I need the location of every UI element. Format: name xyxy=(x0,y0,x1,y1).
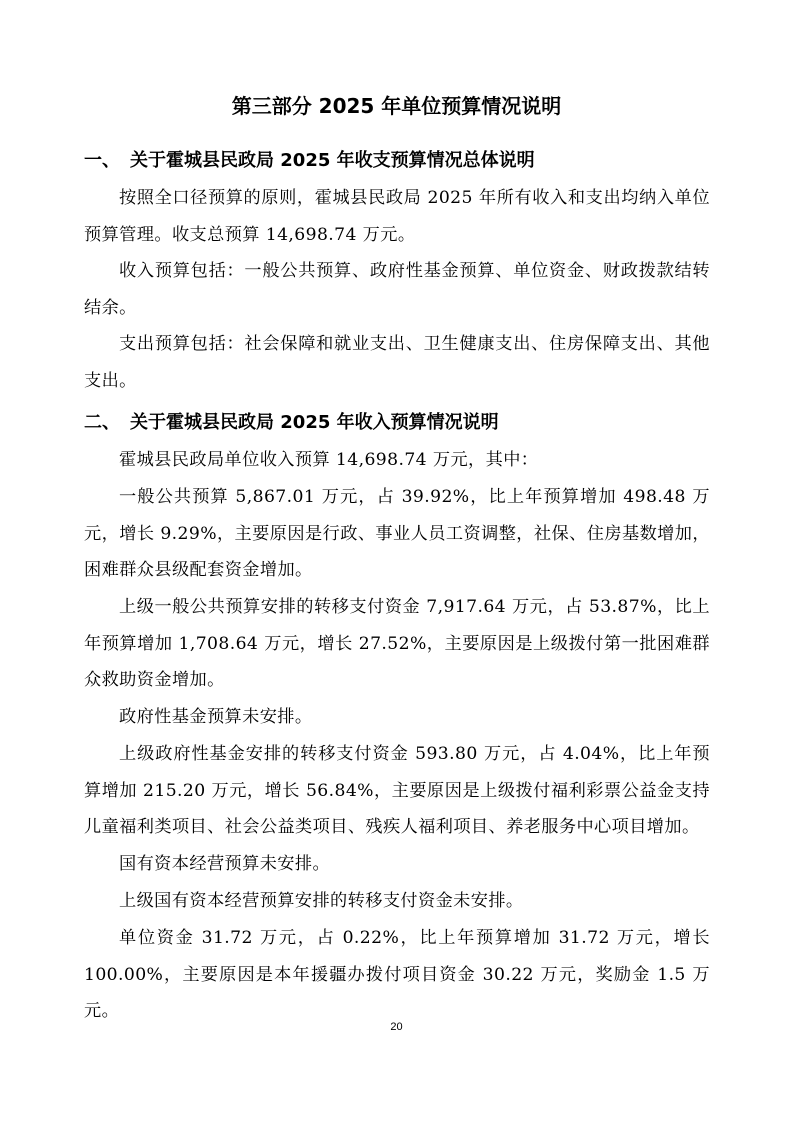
paragraph: 收入预算包括：一般公共预算、政府性基金预算、单位资金、财政拨款结转结余。 xyxy=(84,261,710,318)
section-1-heading-text: 关于霍城县民政局 2025 年收支预算情况总体说明 xyxy=(130,150,535,171)
paragraph: 国有资本经营预算未安排。 xyxy=(119,854,331,874)
paragraph: 上级政府性基金安排的转移支付资金 593.80 万元，占 4.04%，比上年预算增加 215.20 万元，增长 56.84%，主要原因是上级拨付福利彩票公益金支持儿童福利类项目、社会公益类项目、残疾人福利项目、养老服务中心项目增加。 xyxy=(84,744,710,838)
paragraph: 单位资金 31.72 万元，占 0.22%，比上年预算增加 31.72 万元，增长 100.00%，主要原因是本年援疆办拨付项目资金 30.22 万元，奖励金 1.5 万元。 xyxy=(84,928,710,1022)
section-2-heading xyxy=(84,410,724,436)
page-title: 第三部分 2025 年单位预算情况说明 xyxy=(231,94,562,118)
paragraph: 霍城县民政局单位收入预算 14,698.74 万元，其中： xyxy=(119,450,539,470)
paragraph: 按照全口径预算的原则，霍城县民政局 2025 年所有收入和支出均纳入单位预算管理。收支总预算 14,698.74 万元。 xyxy=(84,188,710,245)
section-2-number: 二、 xyxy=(84,412,120,433)
paragraph: 一般公共预算 5,867.01 万元，占 39.92%，比上年预算增加 498.48 万元，增长 9.29%，主要原因是行政、事业人员工资调整，社保、住房基数增加，困难群众县级配套资金增加。 xyxy=(84,487,710,581)
paragraph: 上级国有资本经营预算安排的转移支付资金未安排。 xyxy=(119,891,524,911)
paragraph: 政府性基金预算未安排。 xyxy=(119,707,313,727)
paragraph: 上级一般公共预算安排的转移支付资金 7,917.64 万元，占 53.87%，比上年预算增加 1,708.64 万元，增长 27.52%，主要原因是上级拨付第一批困难群众救助资金增加。 xyxy=(84,597,710,691)
section-2-heading-text: 关于霍城县民政局 2025 年收入预算情况说明 xyxy=(130,412,499,433)
section-1-heading xyxy=(84,148,724,174)
paragraph: 支出预算包括：社会保障和就业支出、卫生健康支出、住房保障支出、其他支出。 xyxy=(84,334,710,391)
page-number: 20 xyxy=(390,1021,403,1033)
section-1-number: 一、 xyxy=(84,150,120,171)
